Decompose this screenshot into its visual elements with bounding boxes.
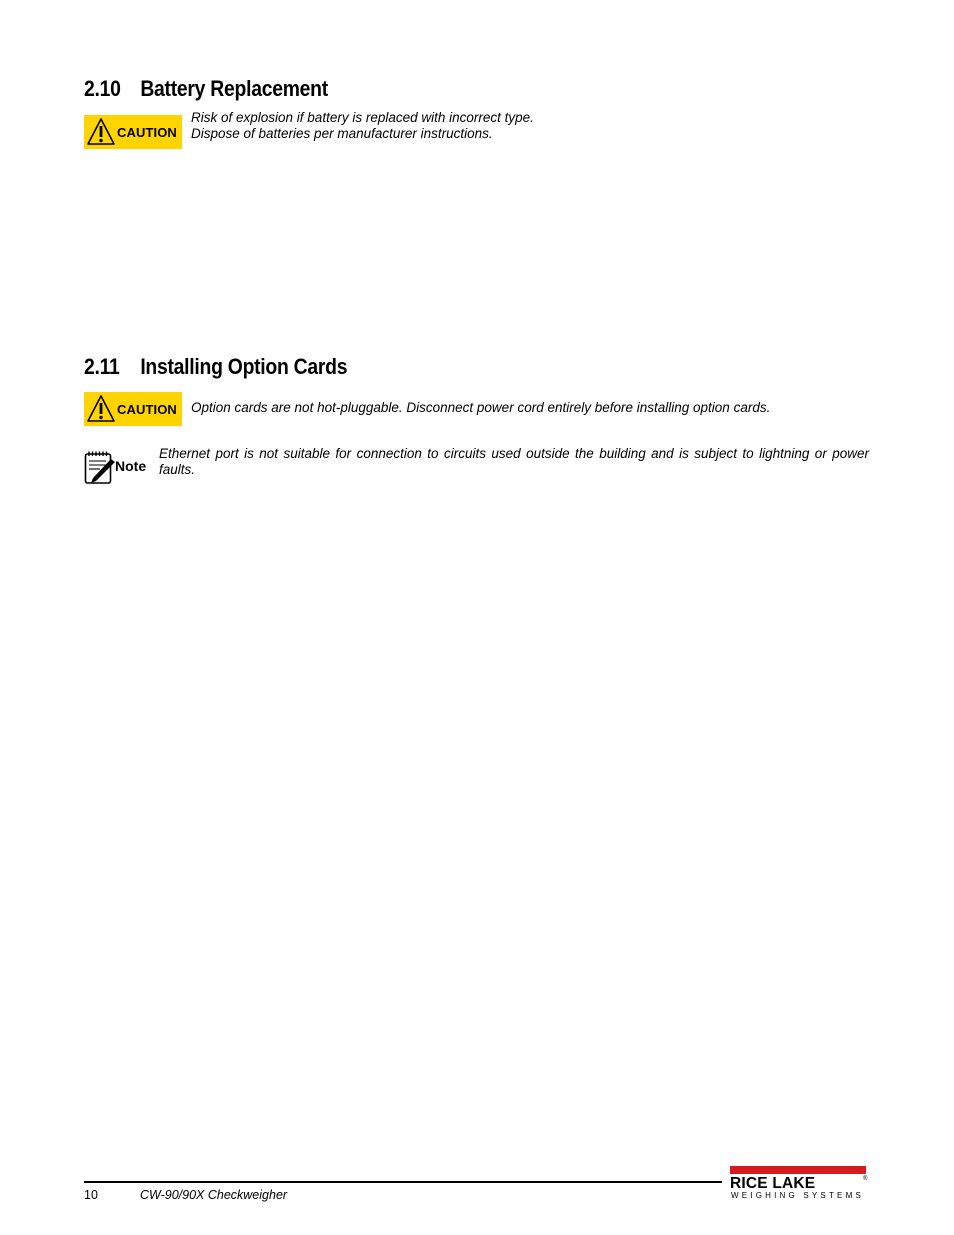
section-heading-installing-option-cards	[84, 354, 347, 380]
footer-rule	[84, 1181, 722, 1183]
note-badge	[84, 450, 150, 486]
section-heading-battery-replacement	[84, 76, 328, 102]
caution-line: Risk of explosion if battery is replaced with incorrect type.	[191, 110, 534, 125]
rice-lake-logo	[730, 1166, 868, 1202]
section-number: 2.11	[84, 354, 120, 379]
caution-message	[191, 110, 534, 142]
caution-message: Option cards are not hot-pluggable. Disconnect power cord entirely before installing option cards.	[191, 400, 771, 415]
note-label: Note	[115, 458, 147, 474]
caution-line: Dispose of batteries per manufacturer instructions.	[191, 126, 493, 141]
logo-tagline: WEIGHING SYSTEMS	[731, 1191, 864, 1200]
caution-badge	[84, 392, 182, 426]
notepad-pencil-icon	[84, 450, 116, 486]
section-title: Battery Replacement	[140, 76, 328, 101]
note-message: Ethernet port is not suitable for connection to circuits used outside the building and is subject to lightning or power faults.	[159, 446, 869, 477]
caution-badge	[84, 115, 182, 149]
warning-triangle-icon	[86, 117, 116, 147]
caution-label: CAUTION	[117, 124, 177, 140]
section-title: Installing Option Cards	[140, 354, 348, 379]
logo-registered-mark: ®	[863, 1176, 868, 1182]
footer-document-title: CW-90/90X Checkweigher	[140, 1188, 288, 1202]
caution-label: CAUTION	[117, 401, 177, 417]
section-number: 2.10	[84, 76, 121, 101]
warning-triangle-icon	[86, 394, 116, 424]
footer-page-number: 10	[84, 1188, 98, 1202]
logo-accent-bar	[730, 1166, 866, 1174]
logo-name: RICE LAKE	[730, 1175, 816, 1192]
